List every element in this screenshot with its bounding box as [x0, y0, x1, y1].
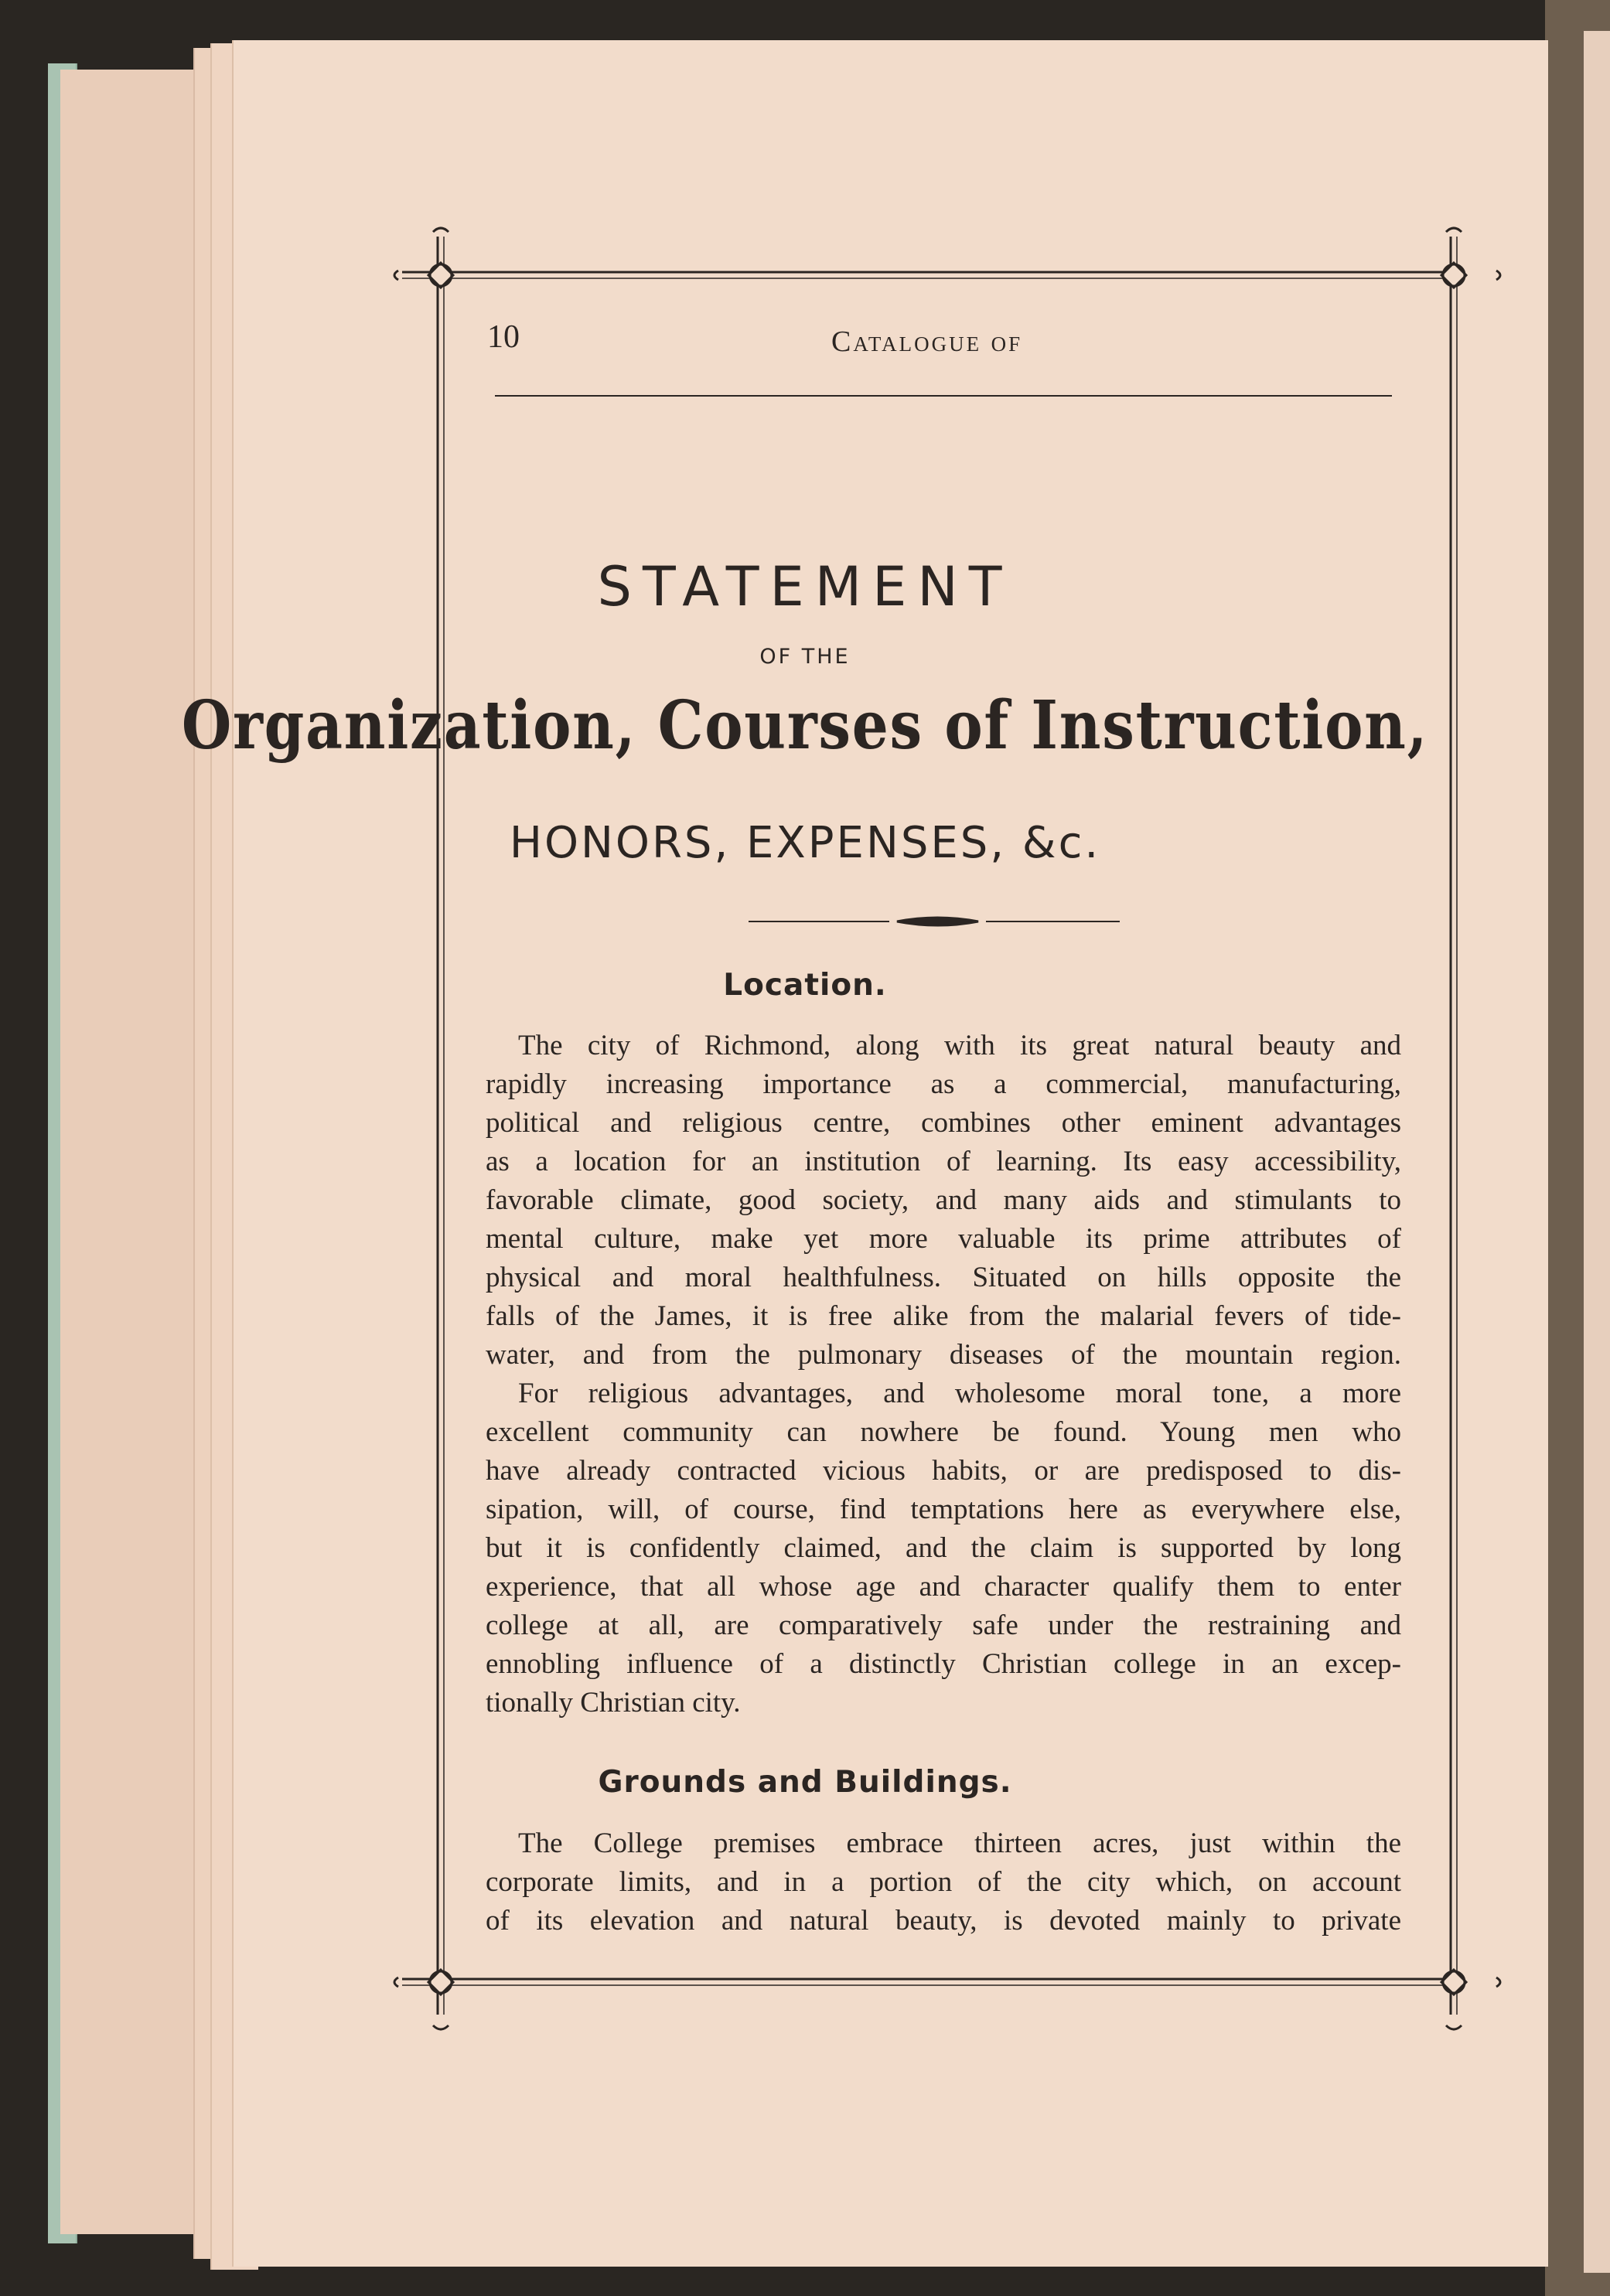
- section-heading-location: Location.: [723, 968, 887, 1003]
- text-line: The College premises embrace thirteen acres, just within the: [518, 1828, 1401, 1859]
- text-line: physical and moral healthfulness. Situated on hills opposite the: [486, 1262, 1401, 1293]
- text-line: college at all, are comparatively safe under the restraining and: [486, 1610, 1401, 1641]
- text-line: but it is confidently claimed, and the claim is supported by long: [486, 1532, 1401, 1564]
- running-head: Catalogue of: [831, 325, 1023, 358]
- text-line: mental culture, make yet more valuable its prime attributes of: [486, 1223, 1401, 1255]
- text-line: sipation, will, of course, find temptations here as everywhere else,: [486, 1494, 1401, 1525]
- grounds-paragraph: [486, 1824, 1401, 1940]
- text-line: water, and from the pulmonary diseases of the mountain region.: [486, 1339, 1401, 1371]
- page-title: STATEMENT: [597, 555, 1013, 618]
- text-line: as a location for an institution of learning. Its easy accessibility,: [486, 1146, 1401, 1177]
- text-line: of its elevation and natural beauty, is devoted mainly to private: [486, 1905, 1401, 1937]
- subtitle-of-the: OF THE: [759, 645, 851, 669]
- text-line: excellent community can nowhere be found. Young men who: [486, 1416, 1401, 1448]
- text-line: ennobling influence of a distinctly Christian college in an excep-: [486, 1648, 1401, 1680]
- blackletter-heading: Organization, Courses of Instruction,: [181, 686, 1429, 765]
- text-line: political and religious centre, combines other eminent advantages: [486, 1107, 1401, 1139]
- text-line: For religious advantages, and wholesome moral tone, a more: [518, 1378, 1401, 1409]
- text-line: favorable climate, good society, and many aids and stimulants to: [486, 1184, 1401, 1216]
- text-line: rapidly increasing importance as a commercial, manufacturing,: [486, 1068, 1401, 1100]
- subtitle-honors: HONORS, EXPENSES, &c.: [509, 818, 1101, 868]
- text-line: The city of Richmond, along with its great natural beauty and: [518, 1030, 1401, 1061]
- text-line: corporate limits, and in a portion of the city which, on account: [486, 1866, 1401, 1898]
- text-line: have already contracted vicious habits, or are predisposed to dis-: [486, 1455, 1401, 1487]
- divider-flourish: [897, 918, 978, 925]
- location-paragraph: [486, 1027, 1401, 1722]
- text-line: falls of the James, it is free alike from the malarial fevers of tide-: [486, 1300, 1401, 1332]
- section-heading-grounds: Grounds and Buildings.: [598, 1765, 1012, 1800]
- page-number: 10: [487, 319, 520, 355]
- text-line: experience, that all whose age and character qualify them to enter: [486, 1571, 1401, 1603]
- text-line: tionally Christian city.: [486, 1687, 741, 1719]
